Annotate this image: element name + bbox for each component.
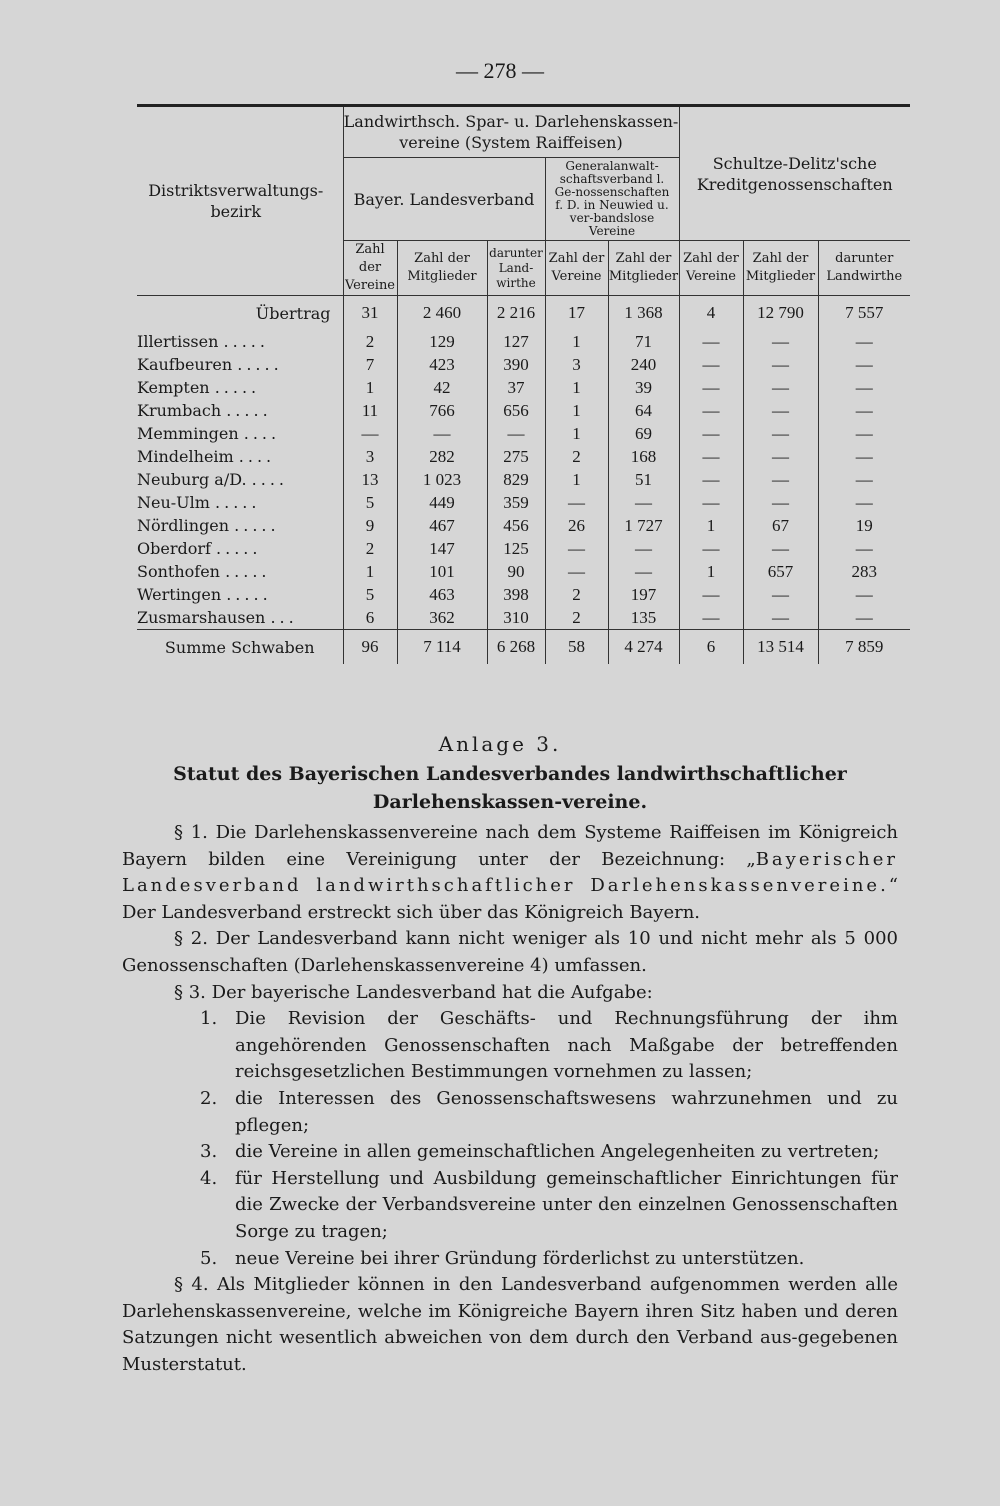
cell: — (397, 422, 487, 445)
raiffeisen-header: Landwirthsch. Spar- u. Darlehenskassen-vereine (System Raiffeisen) (343, 106, 679, 158)
cell: 7 557 (818, 296, 910, 331)
cell: 7 114 (397, 630, 487, 665)
cell: 1 (679, 560, 743, 583)
district-name: Sonthofen ..... (137, 562, 271, 581)
cell: 1 (343, 560, 397, 583)
cell: 37 (487, 376, 545, 399)
district-name: Nördlingen ..... (137, 516, 280, 535)
cell: — (743, 330, 818, 353)
cell: — (743, 399, 818, 422)
district-name: Oberdorf ..... (137, 539, 262, 558)
statut-body (122, 820, 898, 1378)
paragraph-4: § 4. Als Mitglieder können in den Landesverband aufgenommen werden alle Darlehenskassenvereine, welche im Königreiche Bayern ihren Sitz haben und deren Satzungen nicht wesentlich abweichen von dem durch den Verband aus-gegebenen Musterstatut. (122, 1274, 898, 1375)
cell: 2 (343, 330, 397, 353)
cell: 1 (545, 330, 608, 353)
cell: — (818, 330, 910, 353)
cell: 125 (487, 537, 545, 560)
cell: 135 (608, 606, 679, 630)
uebertrag-label: Übertrag (255, 303, 331, 323)
table-row (137, 353, 910, 376)
table-row (137, 514, 910, 537)
cell: — (679, 491, 743, 514)
cell: 4 274 (608, 630, 679, 665)
uebertrag-row (137, 296, 910, 331)
cell: 359 (487, 491, 545, 514)
cell: 6 (679, 630, 743, 665)
summe-row (137, 630, 910, 665)
cell: 19 (818, 514, 910, 537)
cell: 58 (545, 630, 608, 665)
cell: 463 (397, 583, 487, 606)
cell: — (818, 583, 910, 606)
task-list (122, 1006, 898, 1272)
district-name: Zusmarshausen ... (137, 608, 298, 627)
list-item: 1. Die Revision der Geschäfts- und Rechnungsführung der ihm angehörenden Genossenschaften nach Maßgabe der betreffenden reichsgesetzlichen Bestimmungen vornehmen zu lassen; (200, 1008, 898, 1083)
cell: 13 (343, 468, 397, 491)
generalanwalt-header: Generalanwalt-schaftsverband l. Ge-nossenschaften f. D. in Neuwied u. ver-bandslose Vereine (545, 158, 679, 241)
cell: 423 (397, 353, 487, 376)
cell: 26 (545, 514, 608, 537)
cell: — (679, 399, 743, 422)
cell: 390 (487, 353, 545, 376)
cell: — (679, 376, 743, 399)
list-item: 4. für Herstellung und Ausbildung gemeinschaftlicher Einrichtungen für die Zwecke der Verbandsvereine unter den einzelnen Genossenschaften Sorge zu tragen; (200, 1167, 898, 1242)
cell: 283 (818, 560, 910, 583)
paragraph-1: § 1. Die Darlehenskassenvereine nach dem Systeme Raiffeisen im Königreich Bayern bilden eine Vereinigung unter der Bezeichnung: „Bayerischer Landesverband landwirthschaftlicher Darlehenskassenvereine.“ Der Landesverband erstreckt sich über das Königreich Bayern. (122, 822, 898, 923)
cell: 69 (608, 422, 679, 445)
cell: 2 (545, 606, 608, 630)
cell: — (743, 583, 818, 606)
district-name: Kempten ..... (137, 378, 261, 397)
cell: — (743, 468, 818, 491)
district-name: Mindelheim .... (137, 447, 276, 466)
cell: 657 (743, 560, 818, 583)
col-zahl-mitglieder-3: Zahl der Mitglieder (743, 241, 818, 296)
cell: 1 (343, 376, 397, 399)
cell: 398 (487, 583, 545, 606)
statut-title: Statut des Bayerischen Landesverbandes landwirthschaftlicher Darlehenskassen-vereine. (173, 763, 847, 813)
cell: 282 (397, 445, 487, 468)
cell: 240 (608, 353, 679, 376)
cell: — (818, 537, 910, 560)
cell: — (487, 422, 545, 445)
cell: — (743, 445, 818, 468)
cell: 656 (487, 399, 545, 422)
statistics-table (137, 104, 910, 664)
cell: 2 (545, 583, 608, 606)
cell: 42 (397, 376, 487, 399)
district-name: Krumbach ..... (137, 401, 272, 420)
district-name: Neu-Ulm ..... (137, 493, 261, 512)
table-row (137, 537, 910, 560)
cell: — (679, 353, 743, 376)
cell: 1 (679, 514, 743, 537)
cell: 1 (545, 399, 608, 422)
cell: 1 368 (608, 296, 679, 331)
cell: — (608, 491, 679, 514)
cell: — (743, 491, 818, 514)
cell: 197 (608, 583, 679, 606)
cell: 449 (397, 491, 487, 514)
table-row (137, 583, 910, 606)
cell: 467 (397, 514, 487, 537)
cell: — (818, 376, 910, 399)
cell: 456 (487, 514, 545, 537)
cell: 168 (608, 445, 679, 468)
cell: — (679, 583, 743, 606)
cell: 101 (397, 560, 487, 583)
table-row (137, 399, 910, 422)
table-row (137, 445, 910, 468)
paragraph-2: § 2. Der Landesverband kann nicht weniger als 10 und nicht mehr als 5 000 Genossenschaften (Darlehenskassenvereine 4) umfassen. (122, 928, 898, 976)
cell: 11 (343, 399, 397, 422)
cell: — (743, 376, 818, 399)
cell: — (818, 445, 910, 468)
cell: — (679, 537, 743, 560)
cell: — (679, 445, 743, 468)
cell: 12 790 (743, 296, 818, 331)
cell: 1 023 (397, 468, 487, 491)
cell: 64 (608, 399, 679, 422)
col-zahl-vereine-1: Zahl der Vereine (343, 241, 397, 296)
table-row (137, 422, 910, 445)
cell: — (679, 606, 743, 630)
table-row (137, 330, 910, 353)
cell: 9 (343, 514, 397, 537)
col-zahl-vereine-3: Zahl der Vereine (679, 241, 743, 296)
cell: — (818, 399, 910, 422)
cell: 2 (343, 537, 397, 560)
cell: 5 (343, 583, 397, 606)
table-row (137, 560, 910, 583)
cell: 6 (343, 606, 397, 630)
district-header: Distriktsverwaltungs-bezirk (137, 106, 343, 296)
cell: 39 (608, 376, 679, 399)
district-name: Wertingen ..... (137, 585, 272, 604)
district-name: Kaufbeuren ..... (137, 355, 283, 374)
cell: 3 (545, 353, 608, 376)
cell: — (818, 606, 910, 630)
cell: 1 727 (608, 514, 679, 537)
summe-label: Summe Schwaben (137, 630, 343, 665)
cell: 51 (608, 468, 679, 491)
cell: 829 (487, 468, 545, 491)
cell: 13 514 (743, 630, 818, 665)
cell: — (743, 606, 818, 630)
cell: — (608, 537, 679, 560)
cell: — (343, 422, 397, 445)
list-item: 2. die Interessen des Genossenschaftswesens wahrzunehmen und zu pflegen; (200, 1087, 898, 1136)
cell: 71 (608, 330, 679, 353)
table-row (137, 376, 910, 399)
col-darunter-landwirthe-3: darunter Landwirthe (818, 241, 910, 296)
cell: 96 (343, 630, 397, 665)
cell: — (818, 468, 910, 491)
bayer-landesverband-header: Bayer. Landesverband (343, 158, 545, 241)
col-zahl-mitglieder-2: Zahl der Mitglieder (608, 241, 679, 296)
cell: — (608, 560, 679, 583)
district-name: Illertissen ..... (137, 332, 269, 351)
cell: — (679, 422, 743, 445)
col-zahl-vereine-2: Zahl der Vereine (545, 241, 608, 296)
cell: 275 (487, 445, 545, 468)
district-name: Memmingen .... (137, 424, 281, 443)
cell: 67 (743, 514, 818, 537)
page-number: — 278 — (456, 58, 544, 83)
cell: 5 (343, 491, 397, 514)
list-item: 3. die Vereine in allen gemeinschaftlichen Angelegenheiten zu vertreten; (200, 1141, 880, 1163)
cell: 4 (679, 296, 743, 331)
cell: 766 (397, 399, 487, 422)
cell: 1 (545, 422, 608, 445)
cell: — (818, 491, 910, 514)
cell: 127 (487, 330, 545, 353)
table-row (137, 491, 910, 514)
cell: 2 460 (397, 296, 487, 331)
col-zahl-mitglieder-1: Zahl der Mitglieder (397, 241, 487, 296)
anlage-heading: Anlage 3. (438, 732, 562, 756)
table-row (137, 606, 910, 630)
cell: 90 (487, 560, 545, 583)
cell: — (545, 491, 608, 514)
cell: 6 268 (487, 630, 545, 665)
cell: 1 (545, 468, 608, 491)
cell: 2 (545, 445, 608, 468)
cell: 3 (343, 445, 397, 468)
list-item: 5. neue Vereine bei ihrer Gründung förderlichst zu unterstützen. (200, 1247, 805, 1269)
cell: 362 (397, 606, 487, 630)
cell: — (545, 537, 608, 560)
cell: 147 (397, 537, 487, 560)
schulze-delitzsch-header: Schultze-Delitz'sche Kreditgenossenschaften (679, 106, 910, 241)
cell: — (545, 560, 608, 583)
cell: — (679, 468, 743, 491)
cell: 310 (487, 606, 545, 630)
cell: — (743, 422, 818, 445)
cell: — (818, 422, 910, 445)
cell: 7 (343, 353, 397, 376)
table-row (137, 468, 910, 491)
cell: 1 (545, 376, 608, 399)
cell: — (743, 537, 818, 560)
paragraph-3: § 3. Der bayerische Landesverband hat die Aufgabe: (174, 981, 653, 1003)
cell: — (679, 330, 743, 353)
cell: 17 (545, 296, 608, 331)
cell: 31 (343, 296, 397, 331)
col-darunter-landwirthe-1: darunter Land-wirthe (487, 241, 545, 296)
cell: 7 859 (818, 630, 910, 665)
district-name: Neuburg a/D. .... (137, 470, 289, 489)
cell: 2 216 (487, 296, 545, 331)
cell: — (818, 353, 910, 376)
cell: 129 (397, 330, 487, 353)
cell: — (743, 353, 818, 376)
